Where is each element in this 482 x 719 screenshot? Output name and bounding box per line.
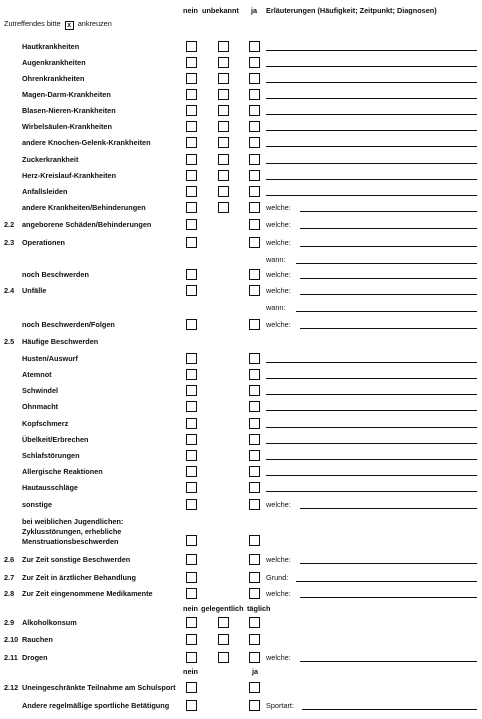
welche-line-operationen-12[interactable]	[300, 246, 477, 247]
checkbox-rauchen-nein[interactable]	[186, 634, 197, 645]
grund-line-zur-zeit-in-ärztlicher-behandlung[interactable]	[296, 581, 477, 582]
answer-line-zuckerkrankheit-7[interactable]	[266, 163, 477, 164]
checkbox-andere-knochen-gelenk-krankheiten-ja[interactable]	[249, 137, 260, 148]
label-kopfschmerz: Kopfschmerz	[22, 419, 69, 428]
checkbox-andere-regelmäßige-sportliche-betätigung-nein[interactable]	[186, 700, 197, 711]
answer-line-allergische-reaktionen-26[interactable]	[266, 475, 477, 476]
label-andere-knochen-gelenk-krankheiten: andere Knochen-Gelenk-Krankheiten	[22, 138, 151, 147]
answer-line-magen-darm-krankheiten-3[interactable]	[266, 98, 477, 99]
label-alkoholkonsum: Alkoholkonsum	[22, 618, 77, 627]
answer-line-schwindel-21[interactable]	[266, 394, 477, 395]
checkbox-schwindel-ja[interactable]	[249, 385, 260, 396]
label-anfallsleiden: Anfallsleiden	[22, 187, 68, 196]
checkbox-augenkrankheiten-ja[interactable]	[249, 57, 260, 68]
checkbox-noch-beschwerden-folgen-nein[interactable]	[186, 319, 197, 330]
checkbox-noch-beschwerden-ja[interactable]	[249, 269, 260, 280]
welche-label-andere-krankheiten-behinderungen-10: welche:	[266, 203, 291, 212]
col-header2-taeglich: täglich	[247, 604, 271, 613]
welche-label-operationen-12: welche:	[266, 238, 291, 247]
checkbox-drogen-nein[interactable]	[186, 652, 197, 663]
welche-label-noch-beschwerden-14: welche:	[266, 270, 291, 279]
label-unfälle: Unfälle	[22, 286, 47, 295]
label-sonstige: sonstige	[22, 500, 53, 509]
checkbox-unfälle-ja[interactable]	[249, 285, 260, 296]
wann-line-blank-16[interactable]	[296, 311, 477, 312]
wann-line-blank-13[interactable]	[296, 263, 477, 264]
checkbox-schwindel-nein[interactable]	[186, 385, 197, 396]
checkbox-wirbelsäulen-krankheiten-ja[interactable]	[249, 121, 260, 132]
welche-line-noch-beschwerden-14[interactable]	[300, 278, 477, 279]
welche-label-unfälle-15: welche:	[266, 286, 291, 295]
checkbox-hautkrankheiten-ja[interactable]	[249, 41, 260, 52]
answer-line-atemnot-20[interactable]	[266, 378, 477, 379]
checkbox-girls-ja[interactable]	[249, 535, 260, 546]
checkbox-husten-auswurf-ja[interactable]	[249, 353, 260, 364]
item-number-häufige-beschwerden: 2.5	[4, 337, 15, 346]
welche-line-sonstige-28[interactable]	[300, 508, 477, 509]
answer-line-übelkeit-erbrechen-24[interactable]	[266, 443, 477, 444]
label-hautkrankheiten: Hautkrankheiten	[22, 42, 80, 51]
wann-label-blank-16: wann:	[266, 303, 286, 312]
answer-line-kopfschmerz-23[interactable]	[266, 427, 477, 428]
welche-line-drogen[interactable]	[300, 661, 477, 662]
checkbox-girls-nein[interactable]	[186, 535, 197, 546]
checkbox-ohnmacht-ja[interactable]	[249, 401, 260, 412]
checkbox-husten-auswurf-nein[interactable]	[186, 353, 197, 364]
welche-label-angeborene-schäden-behinderungen-11: welche:	[266, 220, 291, 229]
col-header3-ja: ja	[252, 667, 259, 676]
checkbox-zuckerkrankheit-ja[interactable]	[249, 154, 260, 165]
checkbox-zur-zeit-eingenommene-medikamente-nein[interactable]	[186, 588, 197, 599]
label-drogen: Drogen	[22, 653, 48, 662]
checkbox-magen-darm-krankheiten-unbekannt[interactable]	[218, 89, 229, 100]
checkbox-augenkrankheiten-nein[interactable]	[186, 57, 197, 68]
label-atemnot: Atemnot	[22, 370, 52, 379]
label-augenkrankheiten: Augenkrankheiten	[22, 58, 86, 67]
checkbox-blasen-nieren-krankheiten-ja[interactable]	[249, 105, 260, 116]
item-number-alkoholkonsum: 2.9	[4, 618, 15, 627]
col-header3-nein: nein	[183, 667, 198, 676]
checkbox-übelkeit-erbrechen-nein[interactable]	[186, 434, 197, 445]
checkbox-allergische-reaktionen-ja[interactable]	[249, 466, 260, 477]
label-andere-krankheiten-behinderungen: andere Krankheiten/Behinderungen	[22, 203, 146, 212]
checkbox-augenkrankheiten-unbekannt[interactable]	[218, 57, 229, 68]
instruction-after: ankreuzen	[77, 19, 112, 28]
welche-label-noch-beschwerden-folgen-17: welche:	[266, 320, 291, 329]
checkbox-rauchen-gelegentlich[interactable]	[218, 634, 229, 645]
label-herz-kreislauf-krankheiten: Herz-Kreislauf-Krankheiten	[22, 171, 117, 180]
checkbox-magen-darm-krankheiten-nein[interactable]	[186, 89, 197, 100]
welche-label-sonstige-28: welche:	[266, 500, 291, 509]
checkbox-ohnmacht-nein[interactable]	[186, 401, 197, 412]
checkbox-ohrenkrankheiten-ja[interactable]	[249, 73, 260, 84]
label-husten-auswurf: Husten/Auswurf	[22, 354, 78, 363]
col-header-erlaeuterungen: Erläuterungen (Häufigkeit; Zeitpunkt; Diagnosen)	[266, 6, 437, 15]
col-header-unbekannt: unbekannt	[202, 6, 239, 15]
checkbox-ohrenkrankheiten-nein[interactable]	[186, 73, 197, 84]
label-noch-beschwerden-folgen: noch Beschwerden/Folgen	[22, 320, 115, 329]
label-ohnmacht: Ohnmacht	[22, 402, 59, 411]
checkbox-schlafstörungen-ja[interactable]	[249, 450, 260, 461]
checkbox-blasen-nieren-krankheiten-nein[interactable]	[186, 105, 197, 116]
checkbox-magen-darm-krankheiten-ja[interactable]	[249, 89, 260, 100]
checkbox-hautkrankheiten-nein[interactable]	[186, 41, 197, 52]
girls-label-1: bei weiblichen Jugendlichen:	[22, 517, 124, 526]
item-number-uneingeschränkte-teilnahme-am-schulsport: 2.12	[4, 683, 19, 692]
checkbox-angeborene-schäden-behinderungen-ja[interactable]	[249, 219, 260, 230]
col-header-ja: ja	[251, 6, 258, 15]
label-hautausschläge: Hautausschläge	[22, 483, 78, 492]
col-header-nein: nein	[183, 6, 198, 15]
label-uneingeschränkte-teilnahme-am-schulsport: Uneingeschränkte Teilnahme am Schulsport	[22, 683, 176, 692]
checkbox-uneingeschränkte-teilnahme-am-schulsport-nein[interactable]	[186, 682, 197, 693]
label-allergische-reaktionen: Allergische Reaktionen	[22, 467, 103, 476]
answer-line-herz-kreislauf-krankheiten-8[interactable]	[266, 179, 477, 180]
checkbox-andere-krankheiten-behinderungen-nein[interactable]	[186, 202, 197, 213]
checkbox-allergische-reaktionen-nein[interactable]	[186, 466, 197, 477]
checkbox-wirbelsäulen-krankheiten-nein[interactable]	[186, 121, 197, 132]
label-zuckerkrankheit: Zuckerkrankheit	[22, 155, 79, 164]
checkbox-uneingeschränkte-teilnahme-am-schulsport-ja[interactable]	[249, 682, 260, 693]
girls-label-2: Zyklusstörungen, erhebliche	[22, 527, 122, 536]
checkbox-zuckerkrankheit-unbekannt[interactable]	[218, 154, 229, 165]
answer-line-blasen-nieren-krankheiten-4[interactable]	[266, 114, 477, 115]
label-noch-beschwerden: noch Beschwerden	[22, 270, 89, 279]
checkbox-sonstige-ja[interactable]	[249, 499, 260, 510]
wann-label-blank-13: wann:	[266, 255, 286, 264]
checkbox-herz-kreislauf-krankheiten-unbekannt[interactable]	[218, 170, 229, 181]
checkbox-herz-kreislauf-krankheiten-nein[interactable]	[186, 170, 197, 181]
label-zur-zeit-in-ärztlicher-behandlung: Zur Zeit in ärztlicher Behandlung	[22, 573, 136, 582]
grund-label-zur-zeit-in-ärztlicher-behandlung: Grund:	[266, 573, 289, 582]
checkbox-kopfschmerz-nein[interactable]	[186, 418, 197, 429]
label-schwindel: Schwindel	[22, 386, 59, 395]
checkbox-blasen-nieren-krankheiten-unbekannt[interactable]	[218, 105, 229, 116]
label-magen-darm-krankheiten: Magen-Darm-Krankheiten	[22, 90, 111, 99]
sportart-line-andere-regelmäßige-sportliche-betätigung[interactable]	[302, 709, 477, 710]
checkbox-alkoholkonsum-nein[interactable]	[186, 617, 197, 628]
checkbox-herz-kreislauf-krankheiten-ja[interactable]	[249, 170, 260, 181]
label-andere-regelmäßige-sportliche-betätigung: Andere regelmäßige sportliche Betätigung	[22, 701, 170, 710]
checkbox-zur-zeit-eingenommene-medikamente-ja[interactable]	[249, 588, 260, 599]
checkbox-operationen-ja[interactable]	[249, 237, 260, 248]
checkbox-noch-beschwerden-nein[interactable]	[186, 269, 197, 280]
answer-line-andere-knochen-gelenk-krankheiten-6[interactable]	[266, 146, 477, 147]
answer-line-ohrenkrankheiten-2[interactable]	[266, 82, 477, 83]
instruction-text	[4, 19, 112, 30]
welche-line-noch-beschwerden-folgen-17[interactable]	[300, 328, 477, 329]
item-number-drogen: 2.11	[4, 653, 18, 662]
checkbox-angeborene-schäden-behinderungen-nein[interactable]	[186, 219, 197, 230]
answer-line-anfallsleiden-9[interactable]	[266, 195, 477, 196]
label-angeborene-schäden-behinderungen: angeborene Schäden/Behinderungen	[22, 220, 152, 229]
welche-label-zur-zeit-sonstige-beschwerden: welche:	[266, 555, 291, 564]
answer-line-husten-auswurf-19[interactable]	[266, 362, 477, 363]
sportart-label-andere-regelmäßige-sportliche-betätigung: Sportart:	[266, 701, 294, 710]
label-zur-zeit-sonstige-beschwerden: Zur Zeit sonstige Beschwerden	[22, 555, 131, 564]
item-number-rauchen: 2.10	[4, 635, 19, 644]
welche-line-unfälle-15[interactable]	[300, 294, 477, 295]
label-blasen-nieren-krankheiten: Blasen-Nieren-Krankheiten	[22, 106, 116, 115]
checkbox-andere-krankheiten-behinderungen-unbekannt[interactable]	[218, 202, 229, 213]
checkbox-anfallsleiden-unbekannt[interactable]	[218, 186, 229, 197]
welche-label-drogen: welche:	[266, 653, 291, 662]
welche-line-zur-zeit-eingenommene-medikamente[interactable]	[300, 597, 477, 598]
checkbox-hautausschläge-nein[interactable]	[186, 482, 197, 493]
col-header2-nein: nein	[183, 604, 198, 613]
item-number-zur-zeit-in-ärztlicher-behandlung: 2.7	[4, 573, 15, 582]
checkbox-zur-zeit-in-ärztlicher-behandlung-nein[interactable]	[186, 572, 197, 583]
checkbox-übelkeit-erbrechen-ja[interactable]	[249, 434, 260, 445]
checkbox-alkoholkonsum-taeglich[interactable]	[249, 617, 260, 628]
checkbox-andere-knochen-gelenk-krankheiten-nein[interactable]	[186, 137, 197, 148]
label-operationen: Operationen	[22, 238, 65, 247]
label-übelkeit-erbrechen: Übelkeit/Erbrechen	[22, 435, 89, 444]
checkbox-alkoholkonsum-gelegentlich[interactable]	[218, 617, 229, 628]
checkbox-atemnot-nein[interactable]	[186, 369, 197, 380]
label-rauchen: Rauchen	[22, 635, 53, 644]
label-schlafstörungen: Schlafstörungen	[22, 451, 80, 460]
welche-line-andere-krankheiten-behinderungen-10[interactable]	[300, 211, 477, 212]
checkbox-rauchen-taeglich[interactable]	[249, 634, 260, 645]
item-number-operationen: 2.3	[4, 238, 15, 247]
col-header2-gelegentlich: gelegentlich	[201, 604, 244, 613]
checkbox-unfälle-nein[interactable]	[186, 285, 197, 296]
checkbox-andere-krankheiten-behinderungen-ja[interactable]	[249, 202, 260, 213]
checkbox-zur-zeit-sonstige-beschwerden-ja[interactable]	[249, 554, 260, 565]
item-number-zur-zeit-eingenommene-medikamente: 2.8	[4, 589, 15, 598]
checkbox-drogen-gelegentlich[interactable]	[218, 652, 229, 663]
checkbox-zur-zeit-sonstige-beschwerden-nein[interactable]	[186, 554, 197, 565]
checkbox-schlafstörungen-nein[interactable]	[186, 450, 197, 461]
instruction-before: Zutreffendes bitte	[4, 19, 61, 28]
checkbox-drogen-taeglich[interactable]	[249, 652, 260, 663]
checkbox-zuckerkrankheit-nein[interactable]	[186, 154, 197, 165]
label-wirbelsäulen-krankheiten: Wirbelsäulen-Krankheiten	[22, 122, 112, 131]
answer-line-wirbelsäulen-krankheiten-5[interactable]	[266, 130, 477, 131]
checkbox-hautkrankheiten-unbekannt[interactable]	[218, 41, 229, 52]
welche-line-angeborene-schäden-behinderungen-11[interactable]	[300, 228, 477, 229]
checkbox-andere-regelmäßige-sportliche-betätigung-ja[interactable]	[249, 700, 260, 711]
welche-label-zur-zeit-eingenommene-medikamente: welche:	[266, 589, 291, 598]
answer-line-hautkrankheiten-0[interactable]	[266, 50, 477, 51]
girls-label-3: Menstruationsbeschwerden	[22, 537, 119, 546]
item-number-zur-zeit-sonstige-beschwerden: 2.6	[4, 555, 15, 564]
checkbox-atemnot-ja[interactable]	[249, 369, 260, 380]
checkbox-sonstige-nein[interactable]	[186, 499, 197, 510]
answer-line-augenkrankheiten-1[interactable]	[266, 66, 477, 67]
item-number-unfälle: 2.4	[4, 286, 15, 295]
label-ohrenkrankheiten: Ohrenkrankheiten	[22, 74, 85, 83]
answer-line-ohnmacht-22[interactable]	[266, 410, 477, 411]
checkbox-anfallsleiden-ja[interactable]	[249, 186, 260, 197]
checkbox-anfallsleiden-nein[interactable]	[186, 186, 197, 197]
checkbox-ohrenkrankheiten-unbekannt[interactable]	[218, 73, 229, 84]
checkbox-zur-zeit-in-ärztlicher-behandlung-ja[interactable]	[249, 572, 260, 583]
answer-line-schlafstörungen-25[interactable]	[266, 459, 477, 460]
answer-line-hautausschläge-27[interactable]	[266, 491, 477, 492]
label-häufige-beschwerden: Häufige Beschwerden	[22, 337, 99, 346]
item-number-angeborene-schäden-behinderungen: 2.2	[4, 220, 15, 229]
checkbox-noch-beschwerden-folgen-ja[interactable]	[249, 319, 260, 330]
welche-line-zur-zeit-sonstige-beschwerden[interactable]	[300, 563, 477, 564]
checkbox-andere-knochen-gelenk-krankheiten-unbekannt[interactable]	[218, 137, 229, 148]
checkbox-kopfschmerz-ja[interactable]	[249, 418, 260, 429]
checkbox-operationen-nein[interactable]	[186, 237, 197, 248]
checkbox-hautausschläge-ja[interactable]	[249, 482, 260, 493]
example-checked-box: x	[65, 21, 74, 30]
checkbox-wirbelsäulen-krankheiten-unbekannt[interactable]	[218, 121, 229, 132]
label-zur-zeit-eingenommene-medikamente: Zur Zeit eingenommene Medikamente	[22, 589, 153, 598]
